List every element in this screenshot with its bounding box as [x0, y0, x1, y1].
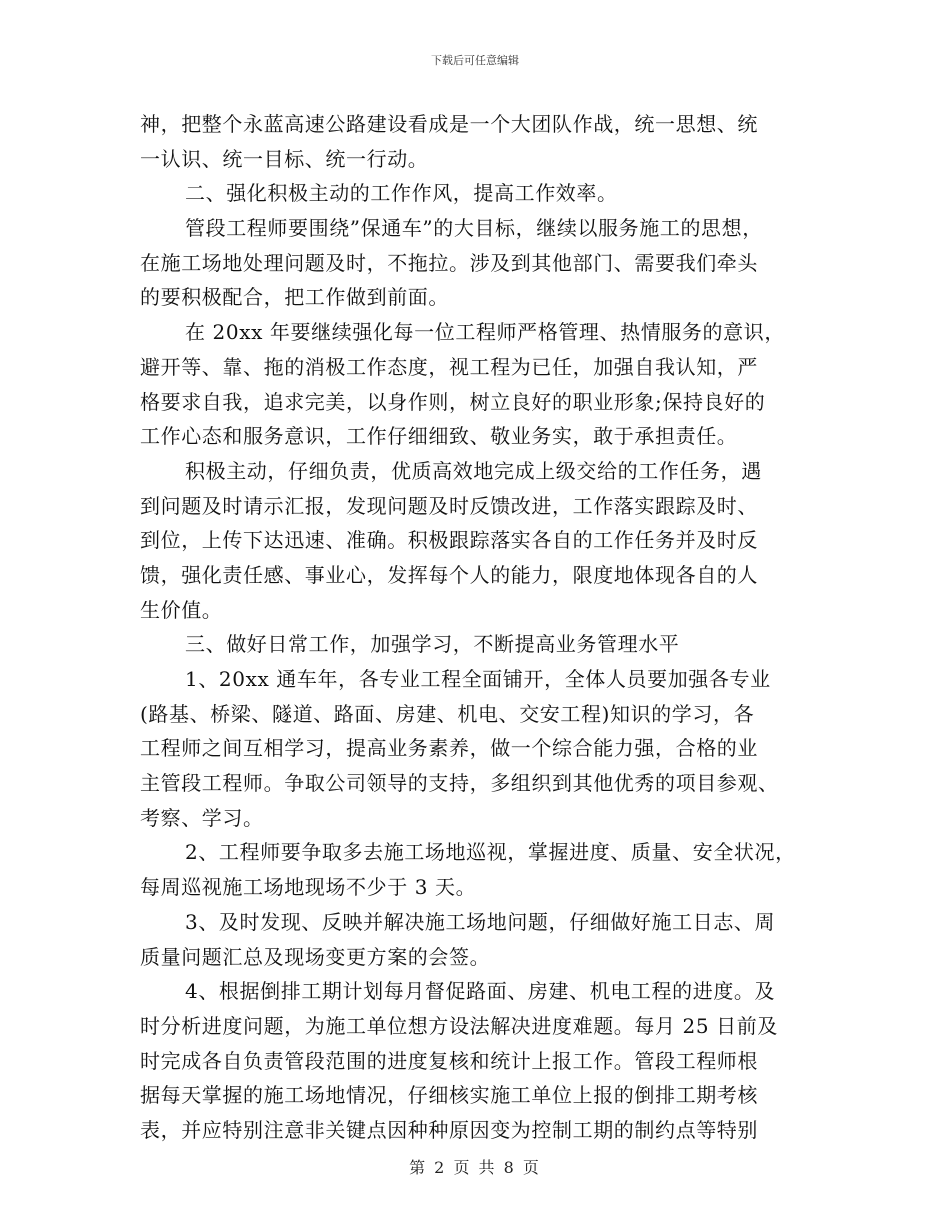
text-line: 生价值。: [140, 597, 223, 622]
text-line: 2、工程师要争取多去施工场地巡视，掌握进度、质量、安全状况，: [185, 840, 796, 865]
text-line: 工程师之间互相学习，提高业务素养，做一个综合能力强，合格的业: [140, 736, 758, 761]
text-line: 表，并应特别注意非关键点因种种原因变为控制工期的制约点等特别: [140, 1117, 758, 1142]
text-line: 考察、学习。: [140, 805, 264, 830]
text-line: 1、20xx 通车年，各专业工程全面铺开，全体人员要加强各专业: [185, 667, 771, 691]
section-heading: 二、强化积极主动的工作作风，提高工作效率。: [185, 181, 618, 206]
text-line: 管段工程师要围绕”保通车”的大目标，继续以服务施工的思想，: [185, 216, 763, 241]
text-line: (路基、桥梁、隧道、路面、房建、机电、交安工程)知识的学习，各: [140, 701, 755, 726]
text-line: 时分析进度问题，为施工单位想方设法解决进度难题。每月 25 日前及: [140, 1013, 778, 1038]
text-line: 的要积极配合，把工作做到前面。: [140, 285, 449, 310]
text-line: 据每天掌握的施工场地情况，仔细核实施工单位上报的倒排工期考核: [140, 1083, 758, 1108]
text-line: 时完成各自负责管段范围的进度复核和统计上报工作。管段工程师根: [140, 1048, 758, 1073]
section-heading: 三、做好日常工作，加强学习，不断提高业务管理水平: [185, 632, 680, 657]
text-line: 避开等、靠、拖的消极工作态度，视工程为已任，加强自我认知，严: [140, 354, 758, 379]
text-line: 质量问题汇总及现场变更方案的会签。: [140, 944, 491, 969]
text-line: 3、及时发现、反映并解决施工场地问题，仔细做好施工日志、周: [185, 909, 776, 934]
text-line: 到位，上传下达迅速、准确。积极跟踪落实各自的工作任务并及时反: [140, 528, 758, 553]
text-line: 积极主动，仔细负责，优质高效地完成上级交给的工作任务，遇: [185, 458, 762, 483]
text-line: 神，把整个永蓝高速公路建设看成是一个大团队作战，统一思想、统: [140, 112, 758, 136]
document-body: [140, 107, 810, 1148]
text-line: 馈，强化责任感、事业心，发挥每个人的能力，限度地体现各自的人: [140, 562, 758, 587]
text-line: 每周巡视施工场地现场不少于 3 天。: [140, 875, 477, 900]
text-line: 工作心态和服务意识，工作仔细细致、敬业务实，敢于承担责任。: [140, 424, 738, 449]
text-line: 一认识、统一目标、统一行动。: [140, 146, 429, 171]
text-line: 到问题及时请示汇报，发现问题及时反馈改进，工作落实跟踪及时、: [140, 493, 758, 518]
page-number: 第 2 页 共 8 页: [409, 1158, 541, 1177]
text-line: 在施工场地处理问题及时，不拖拉。涉及到其他部门、需要我们牵头: [140, 250, 758, 275]
text-line: 格要求自我，追求完美，以身作则，树立良好的职业形象;保持良好的: [140, 389, 766, 414]
text-line: 4、根据倒排工期计划每月督促路面、房建、机电工程的进度。及: [185, 979, 776, 1004]
text-line: 在 20xx 年要继续强化每一位工程师严格管理、热情服务的意识，: [185, 320, 785, 345]
text-line: 主管段工程师。争取公司领导的支持，多组织到其他优秀的项目参观、: [140, 771, 779, 796]
page-header: 下载后可任意编辑: [431, 54, 519, 67]
